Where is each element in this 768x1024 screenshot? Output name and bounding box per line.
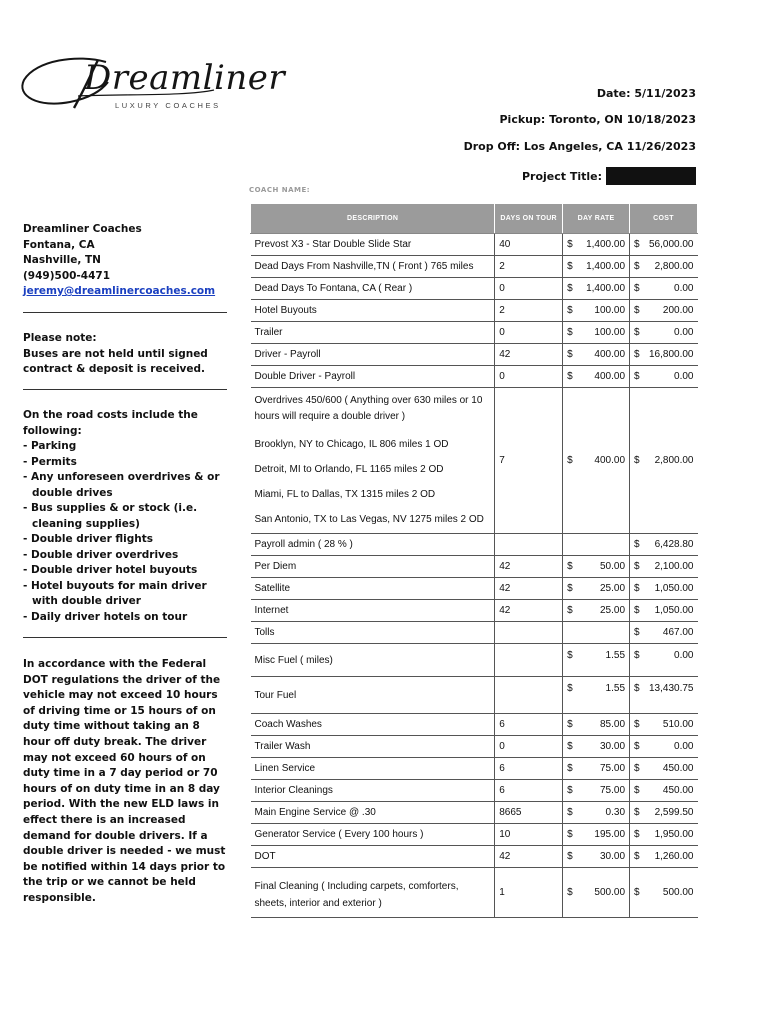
row-description: Per Diem xyxy=(251,556,495,578)
row-rate: $ 30.00 xyxy=(563,736,630,758)
row-cost: $ 56,000.00 xyxy=(630,234,698,256)
row-description: Tour Fuel xyxy=(251,677,495,714)
row-description: Coach Washes xyxy=(251,714,495,736)
row-description: Dead Days From Nashville,TN ( Front ) 765 miles xyxy=(251,256,495,278)
overdrive-route: Brooklyn, NY to Chicago, IL 806 miles 1 OD xyxy=(254,438,449,450)
row-days xyxy=(495,622,563,644)
table-row xyxy=(251,736,698,758)
row-days: 0 xyxy=(495,278,563,300)
header-description: DESCRIPTION xyxy=(251,204,495,234)
table-header-row xyxy=(251,204,698,234)
row-description: Linen Service xyxy=(251,758,495,780)
row-rate: $ 75.00 xyxy=(563,758,630,780)
row-rate: $ 500.00 xyxy=(563,868,630,918)
overdrive-route: Detroit, MI to Orlando, FL 1165 miles 2 OD xyxy=(254,463,444,475)
list-item: - Double driver hotel buyouts xyxy=(23,564,198,576)
row-description: Hotel Buyouts xyxy=(251,300,495,322)
pickup-info: Pickup: Toronto, ON 10/18/2023 xyxy=(499,113,696,126)
row-cost: $ 2,800.00 xyxy=(630,256,698,278)
row-cost: $ 2,100.00 xyxy=(630,556,698,578)
row-description: Misc Fuel ( miles) xyxy=(251,644,495,677)
row-cost: $ 0.00 xyxy=(630,366,698,388)
table-row xyxy=(251,234,698,256)
company-logo xyxy=(18,50,286,120)
table-row-overdrives xyxy=(251,388,698,534)
table-row xyxy=(251,600,698,622)
row-description: Driver - Payroll xyxy=(251,344,495,366)
row-cost: $ 0.00 xyxy=(630,278,698,300)
row-days: 1 xyxy=(495,868,563,918)
note-title: Please note: xyxy=(23,332,97,344)
row-cost: $ 1,050.00 xyxy=(630,578,698,600)
row-days: 40 xyxy=(495,234,563,256)
list-item: - Hotel buyouts for main driver with double driver xyxy=(23,579,207,607)
row-cost: $ 450.00 xyxy=(630,780,698,802)
row-rate: $ 30.00 xyxy=(563,846,630,868)
row-description: Main Engine Service @ .30 xyxy=(251,802,495,824)
table-row xyxy=(251,278,698,300)
row-rate: $ 25.00 xyxy=(563,600,630,622)
table-row xyxy=(251,780,698,802)
table-row xyxy=(251,556,698,578)
row-cost: $ 6,428.80 xyxy=(630,534,698,556)
row-description: Payroll admin ( 28 % ) xyxy=(251,534,495,556)
row-rate: $ 100.00 xyxy=(563,300,630,322)
note-block xyxy=(23,331,228,378)
row-rate: $ 50.00 xyxy=(563,556,630,578)
project-title-label: Project Title: xyxy=(521,169,602,183)
row-cost: $ 2,800.00 xyxy=(630,388,698,534)
row-description: Tolls xyxy=(251,622,495,644)
logo-subtitle: LUXURY COACHES xyxy=(115,101,221,110)
row-days: 42 xyxy=(495,600,563,622)
row-cost: $ 450.00 xyxy=(630,758,698,780)
phone-number: (949)500-4471 xyxy=(23,269,111,282)
table-row xyxy=(251,534,698,556)
row-cost: $ 200.00 xyxy=(630,300,698,322)
note-body: Buses are not held until signed contract & deposit is received. xyxy=(23,347,208,375)
row-days: 10 xyxy=(495,824,563,846)
row-days: 6 xyxy=(495,780,563,802)
table-row xyxy=(251,300,698,322)
row-description: Generator Service ( Every 100 hours ) xyxy=(251,824,495,846)
row-rate: $ 1,400.00 xyxy=(563,256,630,278)
row-days: 42 xyxy=(495,846,563,868)
table-row xyxy=(251,677,698,714)
row-days xyxy=(495,677,563,714)
row-rate: $ 1.55 xyxy=(563,644,630,677)
divider xyxy=(23,637,227,638)
row-description: Prevost X3 - Star Double Slide Star xyxy=(251,234,495,256)
list-item: - Daily driver hotels on tour xyxy=(23,610,188,623)
table-row xyxy=(251,344,698,366)
contact-block xyxy=(23,222,228,300)
row-days: 6 xyxy=(495,714,563,736)
road-costs-title: On the road costs include the following: xyxy=(23,409,198,437)
row-description: Interior Cleanings xyxy=(251,780,495,802)
row-days: 0 xyxy=(495,736,563,758)
row-cost: $ 2,599.50 xyxy=(630,802,698,824)
row-cost: $ 1,050.00 xyxy=(630,600,698,622)
table-row xyxy=(251,846,698,868)
row-cost: $ 0.00 xyxy=(630,322,698,344)
dropoff-info: Drop Off: Los Angeles, CA 11/26/2023 xyxy=(463,140,696,153)
row-days: 0 xyxy=(495,322,563,344)
table-row xyxy=(251,714,698,736)
row-rate: $ 75.00 xyxy=(563,780,630,802)
road-costs-list xyxy=(23,439,228,625)
row-cost: $ 1,950.00 xyxy=(630,824,698,846)
list-item: - Bus supplies & or stock (i.e. cleaning supplies) xyxy=(23,502,198,530)
row-description: Final Cleaning ( Including carpets, comforters, sheets, interior and exterior ) xyxy=(251,868,495,918)
project-title-row xyxy=(522,167,696,185)
row-cost: $ 16,800.00 xyxy=(630,344,698,366)
header-cost: COST xyxy=(630,204,698,234)
row-cost: $ 467.00 xyxy=(630,622,698,644)
divider xyxy=(23,312,227,313)
quote-date: Date: 5/11/2023 xyxy=(596,87,696,100)
row-cost: $ 1,260.00 xyxy=(630,846,698,868)
row-days: 42 xyxy=(495,578,563,600)
cost-table xyxy=(250,203,698,918)
list-item: - Double driver overdrives xyxy=(23,548,179,561)
row-rate: $ 400.00 xyxy=(563,344,630,366)
list-item: - Permits xyxy=(23,455,77,468)
row-description: Satellite xyxy=(251,578,495,600)
overdrive-route: San Antonio, TX to Las Vegas, NV 1275 miles 2 OD xyxy=(254,513,484,525)
table-row xyxy=(251,256,698,278)
row-days: 7 xyxy=(495,388,563,534)
overdrives-description: Overdrives 450/600 ( Anything over 630 miles or 10 hours will require a double driver ) xyxy=(254,394,483,422)
divider xyxy=(23,389,227,390)
row-rate: $ 85.00 xyxy=(563,714,630,736)
row-days: 8665 xyxy=(495,802,563,824)
table-row xyxy=(251,868,698,918)
overdrive-route: Miami, FL to Dallas, TX 1315 miles 2 OD xyxy=(254,488,436,500)
row-description: Trailer xyxy=(251,322,495,344)
table-row xyxy=(251,644,698,677)
row-rate: $ 25.00 xyxy=(563,578,630,600)
row-cost: $ 500.00 xyxy=(630,868,698,918)
location-nashville: Nashville, TN xyxy=(23,254,101,266)
row-description: Double Driver - Payroll xyxy=(251,366,495,388)
road-costs-block xyxy=(23,408,228,625)
header-rate: DAY RATE xyxy=(563,204,630,234)
row-rate: $ 1.55 xyxy=(563,677,630,714)
company-name: Dreamliner Coaches xyxy=(23,223,142,235)
logo-wordmark: Dreamliner xyxy=(84,58,286,98)
list-item: - Parking xyxy=(23,440,77,452)
coach-name-label: COACH NAME: xyxy=(249,186,311,194)
row-rate: $ 400.00 xyxy=(563,366,630,388)
table-row xyxy=(251,366,698,388)
row-days: 2 xyxy=(495,256,563,278)
row-description: Dead Days To Fontana, CA ( Rear ) xyxy=(251,278,495,300)
row-rate: $ 100.00 xyxy=(563,322,630,344)
row-description: DOT xyxy=(251,846,495,868)
row-rate: $ 0.30 xyxy=(563,802,630,824)
location-fontana: Fontana, CA xyxy=(23,238,95,251)
row-description: Trailer Wash xyxy=(251,736,495,758)
row-days: 0 xyxy=(495,366,563,388)
row-days: 6 xyxy=(495,758,563,780)
list-item: - Any unforeseen overdrives & or double drives xyxy=(23,471,220,499)
header-days: DAYS ON TOUR xyxy=(495,204,563,234)
table-row xyxy=(251,802,698,824)
row-description: Internet xyxy=(251,600,495,622)
table-row xyxy=(251,824,698,846)
row-cost: $ 13,430.75 xyxy=(630,677,698,714)
row-description xyxy=(251,388,495,534)
row-days xyxy=(495,644,563,677)
row-cost: $ 0.00 xyxy=(630,736,698,758)
table-row xyxy=(251,758,698,780)
row-rate: $ 1,400.00 xyxy=(563,234,630,256)
row-days: 42 xyxy=(495,556,563,578)
row-days: 42 xyxy=(495,344,563,366)
row-rate: $ 400.00 xyxy=(563,388,630,534)
table-row xyxy=(251,622,698,644)
row-days: 2 xyxy=(495,300,563,322)
row-cost: $ 0.00 xyxy=(630,644,698,677)
email-link[interactable]: jeremy@dreamlinercoaches.com xyxy=(23,285,216,297)
row-cost: $ 510.00 xyxy=(630,714,698,736)
federal-dot-notice: In accordance with the Federal DOT regulations the driver of the vehicle may not exceed 10 hours of driving time or 15 hours of on duty time without taking an 8 hour off duty break. The driver may not exceed 60 hours of on duty time in a 7 day period or 70 hours of on duty time in an 8 day period. With the new ELD laws in effect there is an increased demand for double drivers. If a double driver is needed - we must be notified within 14 days prior to the trip or we cannot be held responsible. xyxy=(23,658,226,904)
row-days xyxy=(495,534,563,556)
row-rate: $ 195.00 xyxy=(563,824,630,846)
table-row xyxy=(251,578,698,600)
table-row xyxy=(251,322,698,344)
list-item: - Double driver flights xyxy=(23,533,154,545)
row-rate: $ 1,400.00 xyxy=(563,278,630,300)
row-rate xyxy=(563,534,630,556)
row-rate xyxy=(563,622,630,644)
redacted-project-title xyxy=(606,167,696,185)
